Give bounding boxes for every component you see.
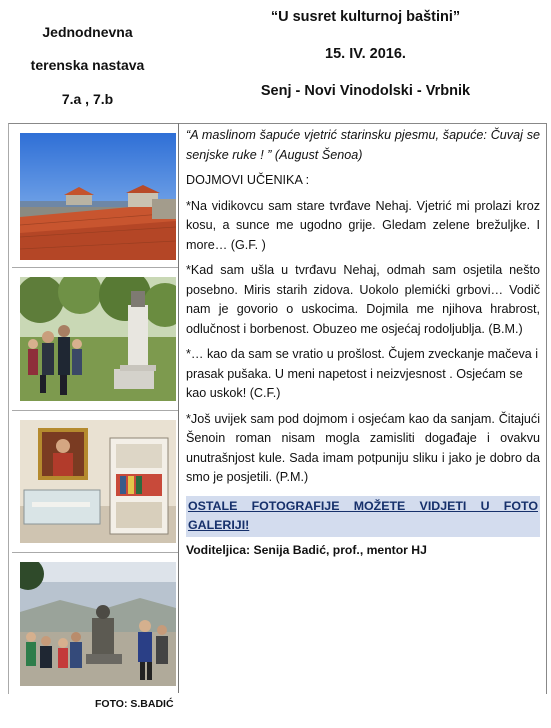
header-trip-type-line1: Jednodnevna [42, 24, 133, 40]
impression-paragraph: *Kad sam ušla u tvrđavu Nehaj, odmah sam osjetila nešto posebno. Miris starih zidova. Uokolo plemićki grbovi… Vodič nam je govorio o uskocima. Dojmila me njihova hrabrost, odlučnost i borbenost. Obuzeo me osjećaj rodoljublja. (B.M.) [186, 263, 540, 336]
section-title: DOJMOVI UČENIKA : [186, 173, 310, 187]
mentor-credit: Voditeljica: Senija Badić, prof., mentor HJ [186, 542, 427, 557]
header-trip-type-line2: terenska nastava [30, 57, 145, 73]
photo-cell-divider [12, 267, 178, 268]
photo-credit: FOTO: S.BADIĆ [95, 698, 174, 710]
opening-quote: “A maslinom šapuće vjetrić starinsku pjesmu, šapuće: Čuvaj se senjske ruke ! ” (August Šenoa) [186, 128, 540, 162]
article-text [186, 126, 540, 560]
photo-cell-divider [12, 552, 178, 553]
impression-paragraph: *Još uvijek sam pod dojmom i osjećam kao da sanjam. Čitajući Šenoin roman nisam mogla zamisliti događaje i ovakvu unutrašnjost kule. Sada imam potpuniju sliku i jako je dobro da smo je posjetili. (P.M.) [186, 411, 540, 484]
event-route: Senj - Novi Vinodolski - Vrbnik [260, 83, 471, 99]
photo-students-sculpture [20, 562, 176, 686]
photo-monument-park [20, 277, 176, 401]
impression-paragraph: *… kao da sam se vratio u prošlost. Čujem zveckanje mačeva i prasak pušaka. U meni napetost i neizvjesnost . Osjećam se kao uskok! (C.F.) [186, 347, 539, 400]
photo-fortress-rooftop [20, 133, 176, 260]
impression-paragraph: *Na vidikovcu sam stare tvrđave Nehaj. Vjetrić mi prolazi kroz kosu, a sunce me ugodno grije. Gledam zelene brežuljke. I more… (G.F. ) [186, 198, 540, 252]
event-title: “U susret kulturnoj baštini” [270, 9, 461, 25]
column-divider [178, 123, 179, 693]
header-classes: 7.a , 7.b [61, 91, 114, 107]
gallery-link[interactable]: OSTALE FOTOGRAFIJE MOŽETE VIDJETI U FOTO GALERIJI! [186, 496, 540, 537]
photo-cell-divider [12, 410, 178, 411]
photo-museum-interior [20, 420, 176, 543]
event-date: 15. IV. 2016. [325, 46, 406, 62]
